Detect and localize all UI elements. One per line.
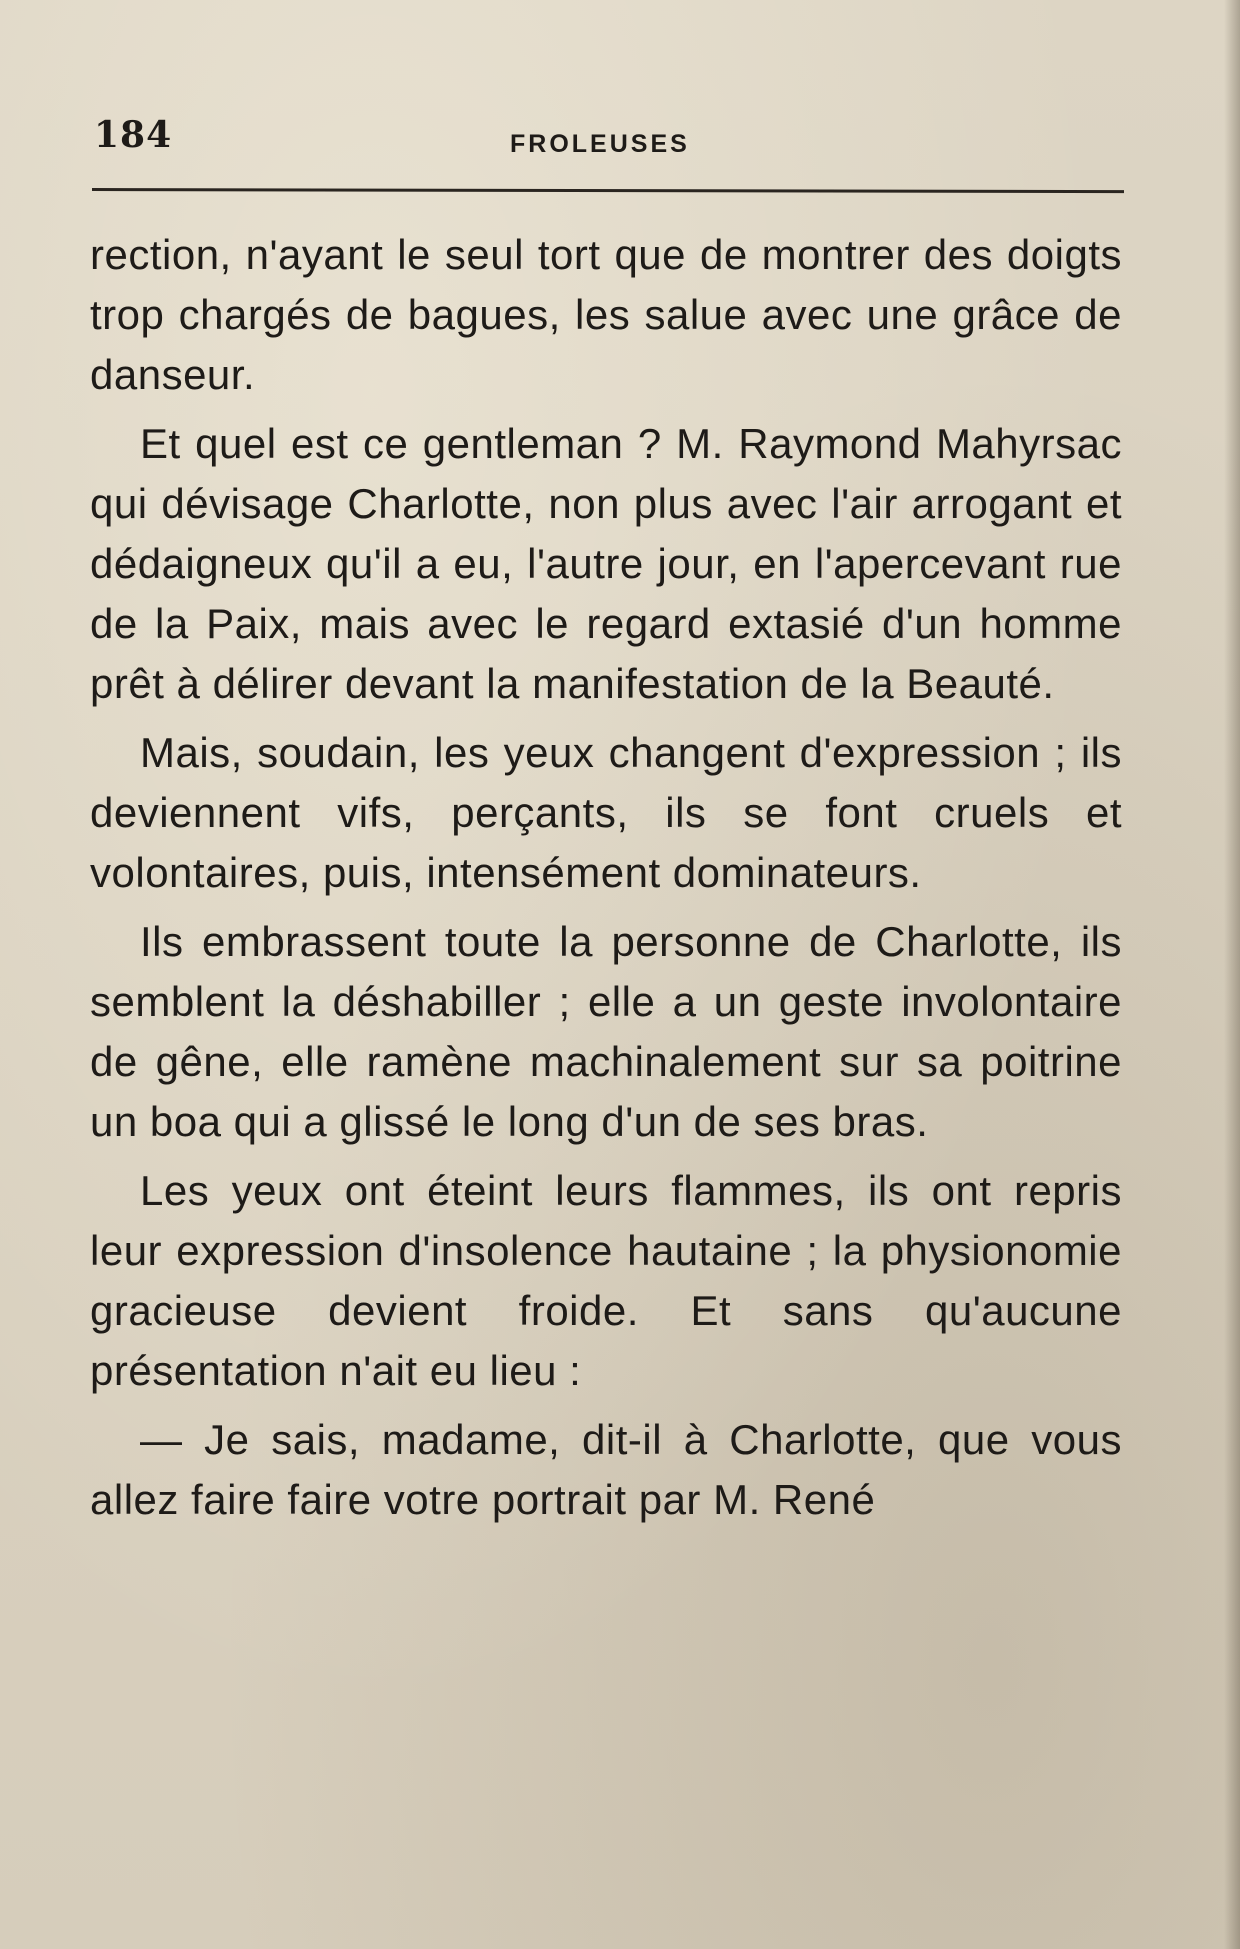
header-rule: [92, 188, 1124, 193]
paragraph: Et quel est ce gentleman ? M. Raymond Mahyrsac qui dévisage Charlotte, non plus avec l'air arrogant et dédaigneux qu'il a eu, l'autre jour, en l'apercevant rue de la Paix, mais avec le regard extasié d'un homme prêt à délirer devant la manifestation de la Beauté.: [90, 420, 1122, 707]
body-text: [90, 225, 1122, 1539]
page-number: 184: [94, 114, 173, 156]
paragraph: — Je sais, madame, dit-il à Charlotte, que vous allez faire faire votre portrait par M. René: [90, 1416, 1122, 1523]
paragraph: Les yeux ont éteint leurs flammes, ils ont repris leur expression d'insolence hautaine ; la physionomie gracieuse devient froide. Et sans qu'aucune présentation n'ait eu lieu :: [90, 1167, 1122, 1394]
paragraph: Mais, soudain, les yeux changent d'expression ; ils deviennent vifs, perçants, ils se font cruels et volontaires, puis, intensément dominateurs.: [90, 729, 1122, 896]
page-header: [90, 108, 1124, 178]
paragraph: rection, n'ayant le seul tort que de montrer des doigts trop chargés de bagues, les salue avec une grâce de danseur.: [90, 231, 1122, 398]
paragraph: Ils embrassent toute la personne de Charlotte, ils semblent la déshabiller ; elle a un geste involontaire de gêne, elle ramène machinalement sur sa poitrine un boa qui a glissé le long d'un de ses bras.: [90, 918, 1122, 1145]
page-edge-shadow: [1224, 0, 1240, 1949]
running-title: FROLEUSES: [510, 130, 690, 158]
